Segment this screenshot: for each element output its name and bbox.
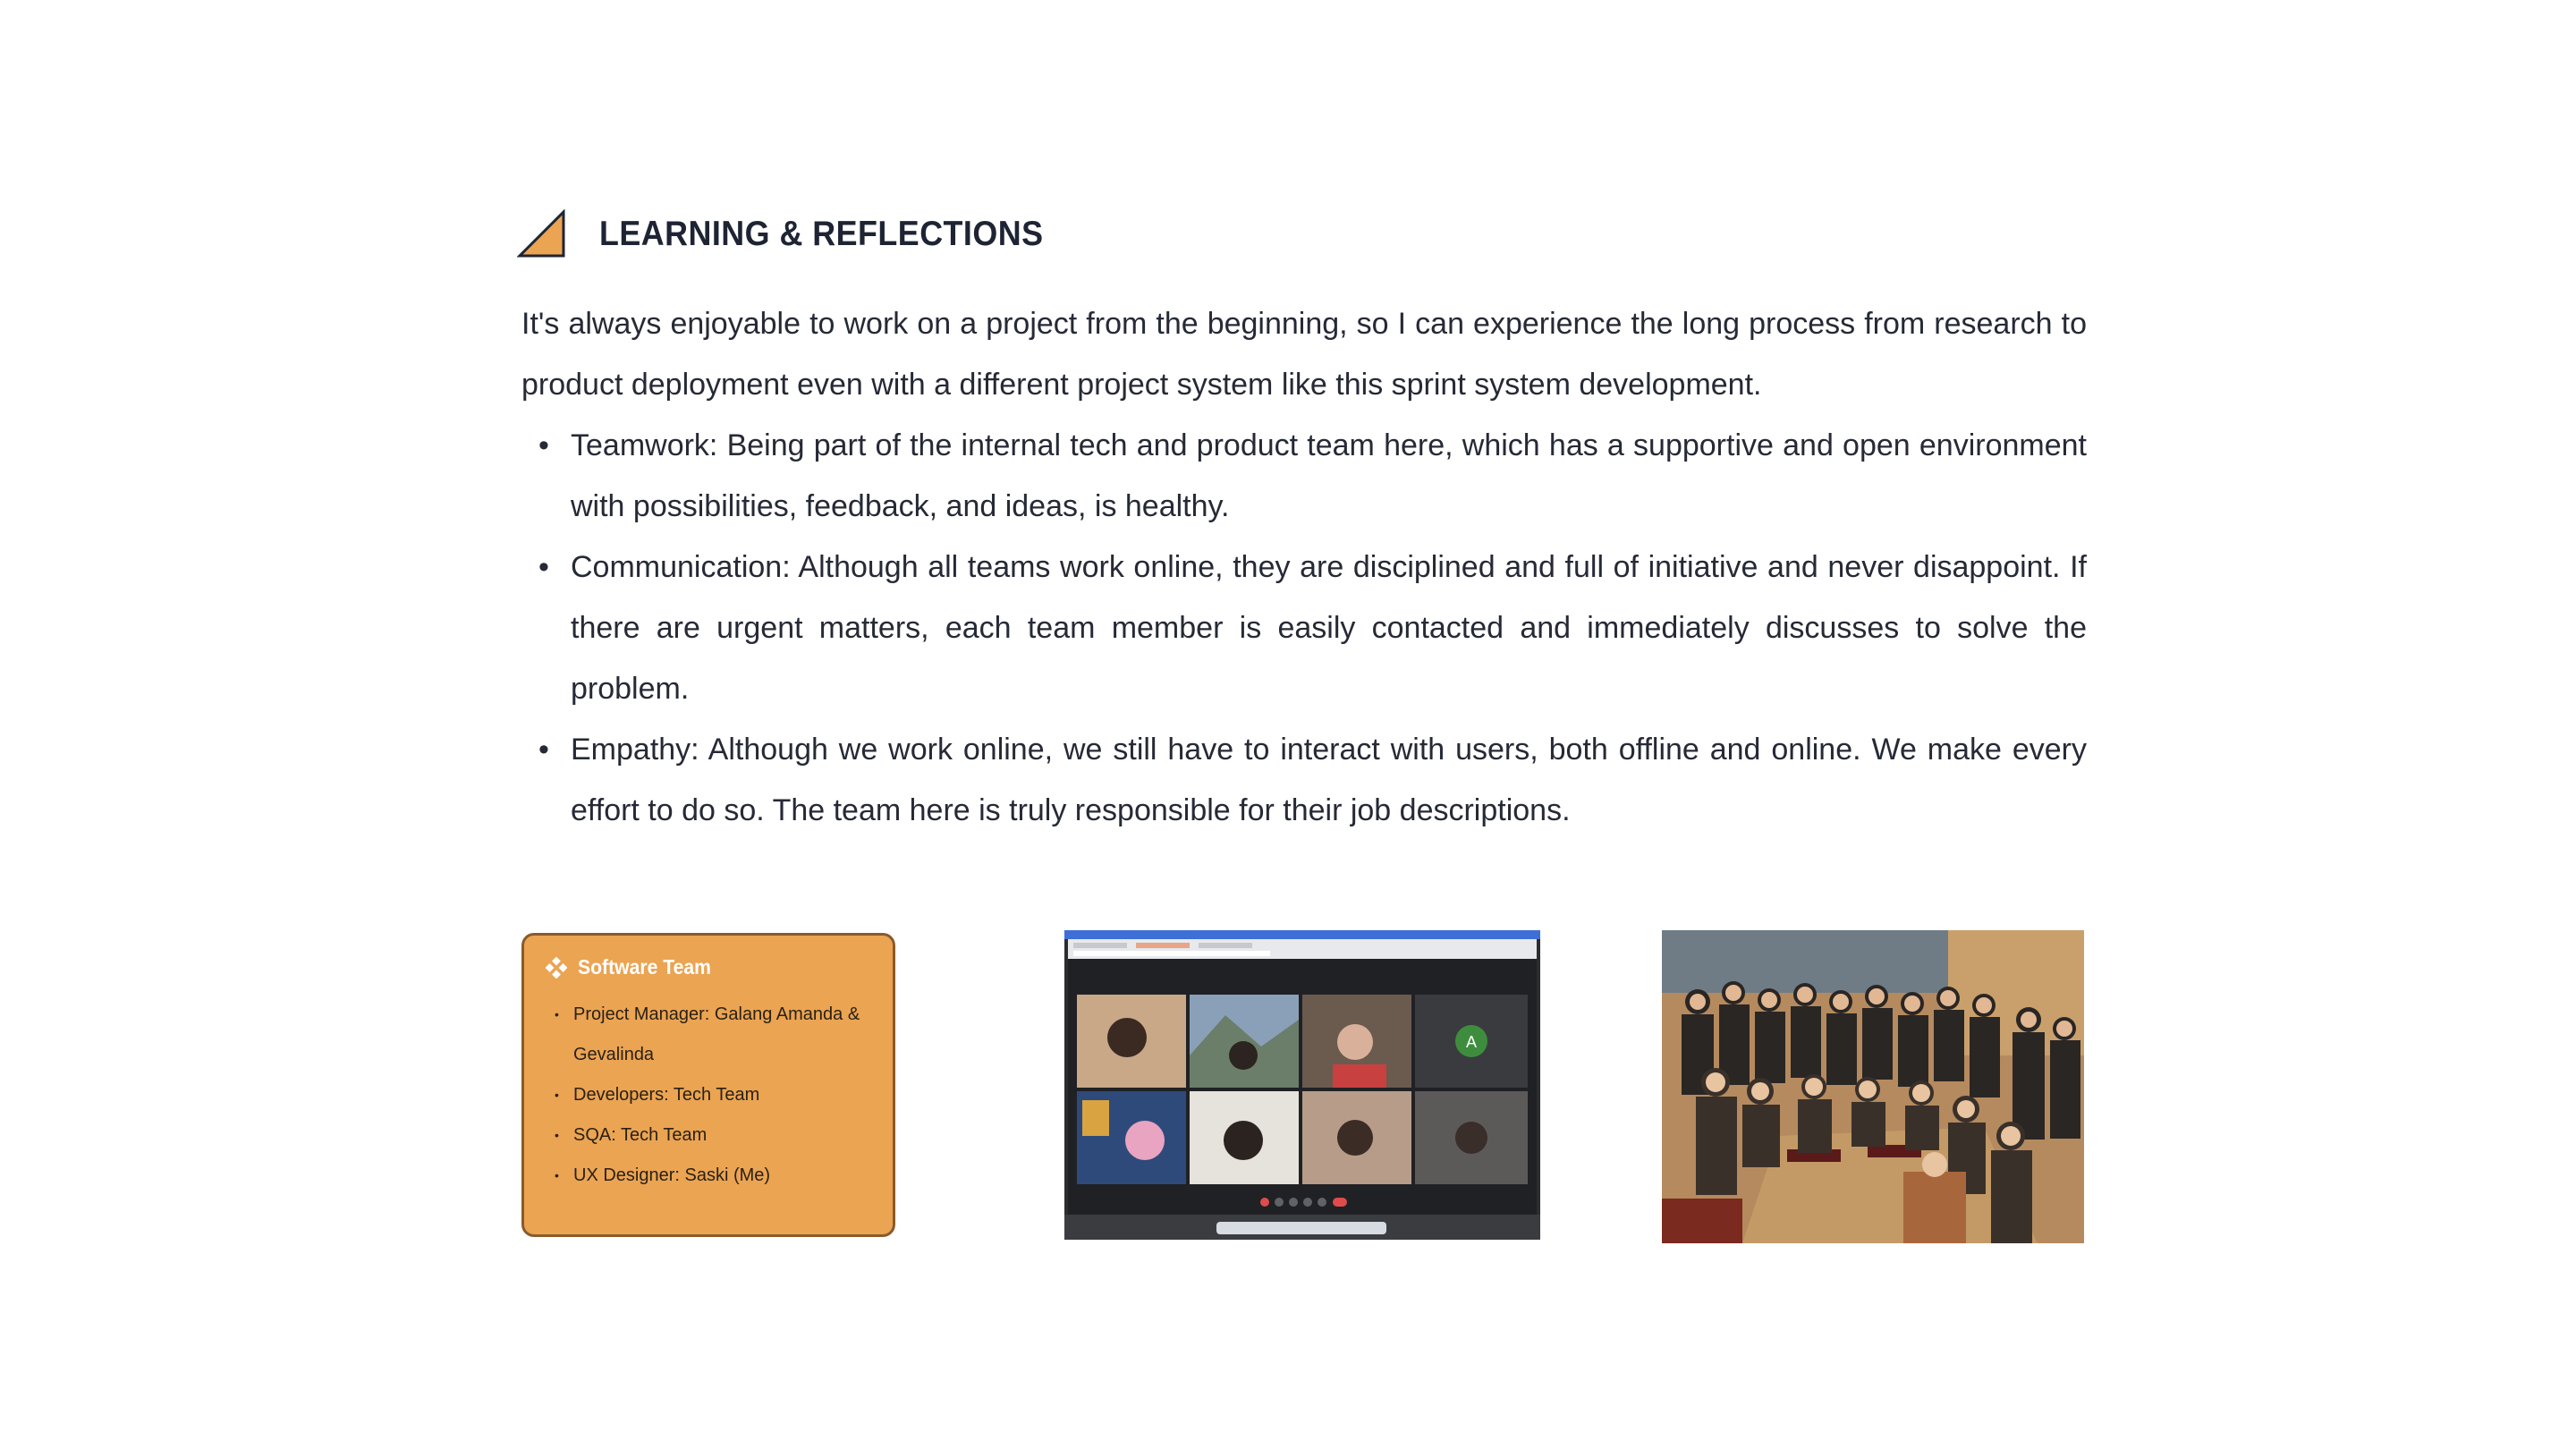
bullet-icon: • <box>538 550 549 584</box>
bullet-icon: • <box>538 733 549 767</box>
reflection-list <box>521 415 2087 841</box>
card-list-item: • Developers: Tech Team <box>542 1075 873 1115</box>
team-photo <box>1662 930 2084 1243</box>
list-item-text: Empathy: Although we work online, we still have to interact with users, both offline and online. We make every effort to do so. The team here is truly responsible for their job descriptions. <box>571 733 2087 827</box>
card-list-item: • SQA: Tech Team <box>542 1115 873 1156</box>
bullet-icon: • <box>555 1128 559 1142</box>
card-list <box>542 995 873 1196</box>
avatar-letter: A <box>1465 1033 1478 1051</box>
bullet-icon: • <box>538 428 549 462</box>
video-call-screenshot <box>1064 930 1540 1240</box>
card-header <box>546 955 723 979</box>
card-list-item: • UX Designer: Saski (Me) <box>542 1156 873 1196</box>
video-call-illustration <box>1064 930 1540 1240</box>
list-item <box>521 415 2087 537</box>
software-team-card <box>521 933 895 1237</box>
team-photo-illustration <box>1662 930 2084 1243</box>
list-item <box>521 719 2087 841</box>
triangle-icon <box>517 209 567 259</box>
body-text <box>521 293 2087 841</box>
intro-paragraph: It's always enjoyable to work on a project from the beginning, so I can experience the long process from research to product deployment even with a different project system like this sprint system development. <box>521 307 2087 402</box>
bullet-icon: • <box>555 1088 559 1102</box>
diamond-cluster-icon <box>546 957 567 979</box>
card-title: Software Team <box>578 955 711 979</box>
list-item-text: Teamwork: Being part of the internal tech and product team here, which has a supportive and open environment with possibilities, feedback, and ideas, is healthy. <box>571 428 2087 523</box>
bullet-icon: • <box>555 1168 559 1182</box>
list-item <box>521 537 2087 719</box>
section-header <box>517 209 1082 259</box>
list-item-text: Communication: Although all teams work online, they are disciplined and full of initiative and never disappoint. If there are urgent matters, each team member is easily contacted and immediately discusses to solve the problem. <box>571 550 2087 706</box>
bullet-icon: • <box>555 1007 559 1021</box>
card-list-item: • Project Manager: Galang Amanda & Gevalinda <box>542 995 873 1075</box>
section-title: LEARNING & REFLECTIONS <box>599 215 1044 253</box>
